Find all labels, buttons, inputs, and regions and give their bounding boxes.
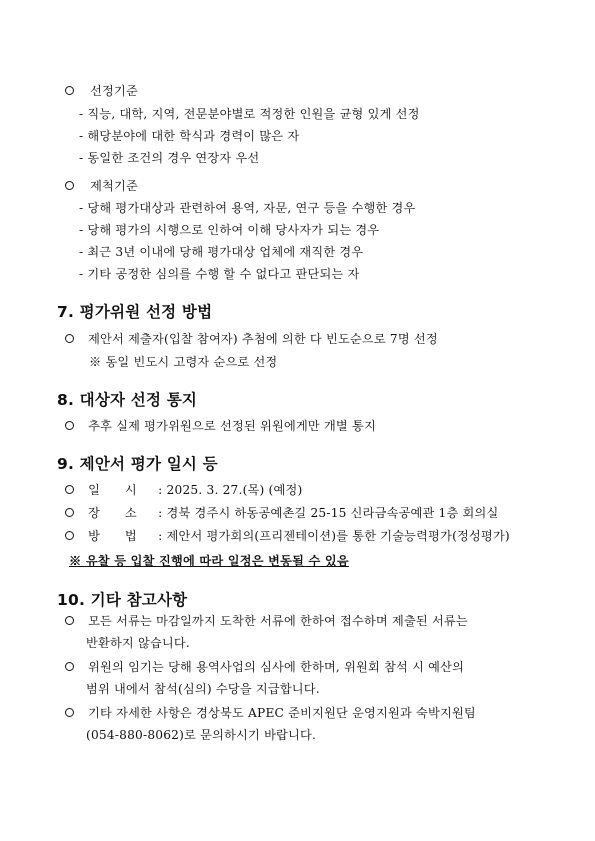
criteria-item: - 해당분야에 대한 학식과 경력이 많은 자 [79,129,300,143]
circle-bullet-icon [65,485,74,494]
circle-bullet-icon [65,86,74,95]
circle-bullet-icon [65,708,74,717]
exclusion-title: 제척기준 [65,177,138,194]
schedule-row-place: 장 소 : 경북 경주시 하동공예촌길 25-15 신라금속공예관 1층 회의실 [65,504,498,521]
section8-text: 추후 실제 평가위원으로 선정된 위원에게만 개별 통지 [65,417,376,434]
section-heading: 7. 평가위원 선정 방법 [57,303,213,321]
schedule-row-date: 일 시 : 2025. 3. 27.(목) (예정) [65,481,302,498]
exclusion-item: - 기타 공정한 심의를 수행 할 수 없다고 판단되는 자 [79,267,360,281]
circle-bullet-icon [65,181,74,190]
circle-bullet-icon [65,531,74,540]
section-heading: 10. 기타 참고사항 [57,591,188,609]
criteria-title: 선정기준 [65,82,138,99]
circle-bullet-icon [65,508,74,517]
criteria-item: - 동일한 조건의 경우 연장자 우선 [79,151,260,165]
circle-bullet-icon [65,334,74,343]
section-heading: 9. 제안서 평가 일시 등 [57,455,218,473]
reference-item: 기타 자세한 사항은 경상북도 APEC 준비지원단 운영지원과 숙박지원팀 (054-880-8062)로 문의하시기 바랍니다. [65,702,555,746]
schedule-note: ※ 유찰 등 입찰 진행에 따라 일정은 변동될 수 있음 [69,554,349,568]
reference-item: 위원의 임기는 당해 용역사업의 심사에 한하며, 위원회 참석 시 예산의 범위 내에서 참석(심의) 수당을 지급합니다. [65,656,555,700]
exclusion-item: - 최근 3년 이내에 당해 평가대상 업체에 재직한 경우 [79,245,364,259]
exclusion-item: - 당해 평가대상과 관련하여 용역, 자문, 연구 등을 수행한 경우 [79,201,416,215]
reference-item: 모든 서류는 마감일까지 도착한 서류에 한하여 접수하며 제출된 서류는 반환하지 않습니다. [65,610,555,654]
circle-bullet-icon [65,421,74,430]
exclusion-item: - 당해 평가의 시행으로 인하여 이해 당사자가 되는 경우 [79,223,380,237]
circle-bullet-icon [65,616,74,625]
circle-bullet-icon [65,662,74,671]
section-heading: 8. 대상자 선정 통지 [57,391,198,409]
section7-text: 제안서 제출자(입찰 참여자) 추첨에 의한 다 빈도순으로 7명 선정 [65,330,438,347]
criteria-item: - 직능, 대학, 지역, 전문분야별로 적정한 인원을 균형 있게 선정 [79,107,420,121]
schedule-row-method: 방 법 : 제안서 평가회의(프리젠테이션)를 통한 기술능력평가(정성평가) [65,527,510,544]
section7-note: ※ 동일 빈도시 고령자 순으로 선정 [89,355,278,369]
